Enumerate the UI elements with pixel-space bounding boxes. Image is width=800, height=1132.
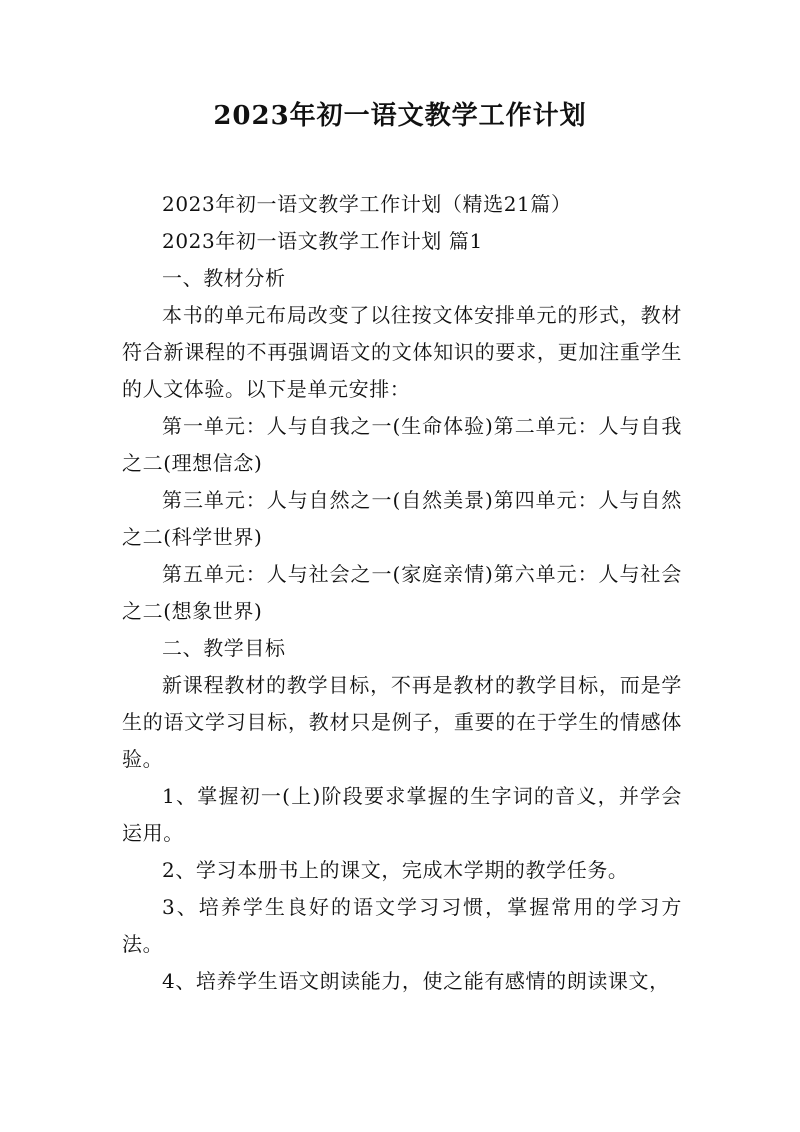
paragraph: 新课程教材的教学目标，不再是教材的教学目标，而是学生的语文学习目标，教材只是例子，重要的在于学生的情感体验。 [122, 673, 682, 771]
document-body [122, 186, 682, 1000]
unit-paragraph: 第三单元：人与自然之一(自然美景)第四单元：人与自然之二(科学世界) [122, 488, 682, 549]
paragraph: 本书的单元布局改变了以往按文体安排单元的形式，教材符合新课程的不再强调语文的文体知识的要求，更加注重学生的人文体验。以下是单元安排： [122, 303, 682, 401]
unit-paragraph: 第一单元：人与自我之一(生命体验)第二单元：人与自我之二(理想信念) [122, 414, 682, 475]
goal-item: 2、学习本册书上的课文，完成木学期的教学任务。 [162, 858, 629, 882]
unit-paragraph: 第五单元：人与社会之一(家庭亲情)第六单元：人与社会之二(想象世界) [122, 562, 682, 623]
goal-item: 1、掌握初一(上)阶段要求掌握的生字词的音义，并学会运用。 [122, 784, 682, 845]
subtitle-paragraph: 2023年初一语文教学工作计划（精选21篇） [162, 192, 572, 216]
heading-teaching-goals: 二、教学目标 [162, 636, 286, 660]
goal-item: 3、培养学生良好的语文学习习惯，掌握常用的学习方法。 [122, 895, 682, 956]
goal-item: 4、培养学生语文朗读能力，使之能有感情的朗读课文， [162, 969, 670, 993]
heading-textbook-analysis: 一、教材分析 [162, 266, 286, 290]
section-heading: 2023年初一语文教学工作计划 篇1 [162, 229, 483, 253]
document-title: 2023年初一语文教学工作计划 [213, 101, 587, 131]
